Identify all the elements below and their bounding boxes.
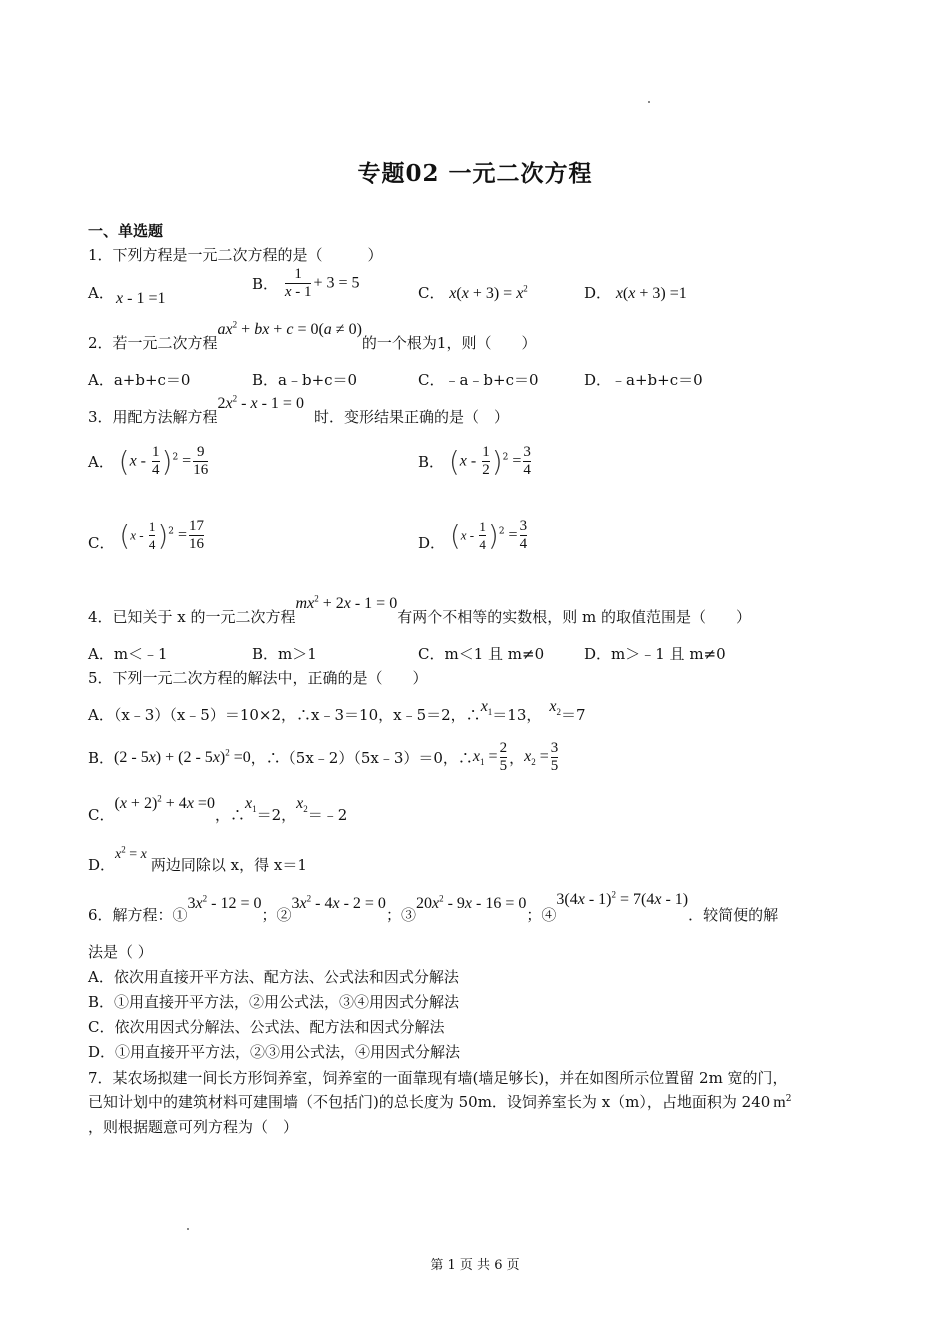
q3-equation: $2x^2 - x - 1 = 0$ (217, 393, 304, 412)
q3-option-a: A． (x - $\frac{1}{4}$ )$^2$ = $\frac{9}{16}$ (88, 444, 209, 478)
q2-stem (88, 318, 537, 352)
q1-stem: 1．下列方程是一元二次方程的是（ ） (88, 246, 383, 264)
q1-a-math: x - 1 =1 (116, 290, 166, 307)
q1-option-b: B． $\frac{1}{x - 1}$ + 3 = 5 (252, 266, 360, 300)
q6-stem-cont: 法是（ ） (88, 943, 153, 961)
q5-c-root1: ＝2， (256, 806, 297, 824)
q5-d-text: 两边同除以 x，得 x＝1 (150, 856, 307, 874)
q7-line3: ，则根据题意可列方程为（ ） (88, 1118, 299, 1136)
q2-option-c: C．﹣a﹣b+c＝0 (418, 371, 539, 389)
q5-option-b: B．(2 - 5x) + (2 - 5x)$^2$ =0，∴（5x﹣2）（5x﹣3）＝0，$\therefore x_1$ = $\frac{2}{5}$ ，$x_2$ = $\frac{3}{5}$ (88, 740, 559, 774)
q1-option-c: C． $x(x + 3) = x^2$ (418, 283, 528, 302)
q3-stem-a: 3．用配方法解方程 (88, 408, 218, 426)
q7-line1: 7．某农场拟建一间长方形饲养室，饲养室的一面靠现有墙(墙足够长)，并在如图所示位置留 2m 宽的门， (88, 1069, 788, 1087)
q5-a-text: A．（x﹣3）（x﹣5）＝10×2，∴x﹣3＝10，x﹣5＝2，∴ (88, 706, 481, 724)
q1-b-frac: $\frac{1}{x - 1}$ (284, 266, 312, 300)
q1-a-label: A． (88, 284, 114, 302)
q2-equation: $ax^2$ + bx + c = 0(a ≠ 0) (217, 319, 362, 338)
q5-d-equation: $x^2 = x$ (115, 844, 147, 862)
q2-option-b: B．a﹣b+c＝0 (252, 371, 358, 389)
section-heading: 一、单选题 (88, 222, 164, 240)
q1-c-label: C． (418, 284, 445, 302)
q5-a-root1: ＝13， (492, 706, 542, 724)
q2-stem-b: 的一个根为1，则（ ） (361, 334, 537, 352)
q5-c-equation: $(x + 2)^2 + 4x =0$ (114, 793, 215, 812)
q5-c-label: C． (88, 806, 115, 824)
q3-stem (88, 392, 509, 426)
q6-stem-a: 6．解方程：① (88, 906, 188, 924)
q6-option-a: A．依次用直接开平方法、配方法、公式法和因式分解法 (88, 968, 459, 986)
q5-b-text: ，∴（5x﹣2）（5x﹣3）＝0，∴ (250, 749, 473, 767)
scan-dot (187, 1228, 189, 1230)
q1-option-a (88, 282, 114, 303)
q5-b-label: B． (88, 749, 115, 767)
q6-sep4: ；④ (526, 906, 557, 924)
q3-c-label: C． (88, 534, 115, 552)
q1-option-d: D． x(x + 3) =1 (584, 284, 687, 302)
q4-stem (88, 592, 751, 626)
q7-line2: 已知计划中的建筑材料可建围墙（不包括门)的总长度为 50m．设饲养室长为 x（m），占地面积为 240 $m^2$ (88, 1093, 792, 1111)
q6-option-b: B．①用直接开平方法，②用公式法，③④用因式分解法 (88, 993, 460, 1011)
q7-unit: m (773, 1094, 786, 1111)
q4-stem-b: 有两个不相等的实数根，则 m 的取值范围是（ ） (397, 608, 751, 626)
q3-a-label: A． (88, 453, 114, 471)
q5-option-d (88, 842, 307, 874)
q5-stem: 5．下列一元二次方程的解法中，正确的是（ ） (88, 669, 428, 687)
q1-d-label: D． (584, 284, 612, 302)
page-title: 专题02 一元二次方程 (357, 160, 593, 187)
q5-d-label: D． (88, 856, 116, 874)
q4-option-a: A．m＜﹣1 (88, 645, 168, 663)
q3-stem-b: 时．变形结果正确的是（ ） (313, 408, 509, 426)
q7-line2-text: 已知计划中的建筑材料可建围墙（不包括门)的总长度为 50m．设饲养室长为 x（m），占地面积为 240 (88, 1093, 771, 1111)
q3-option-d: D． (x - $\frac{1}{4}$ )$^2$ = $\frac{3}{4}$ (418, 518, 528, 552)
q2-option-a: A．a+b+c＝0 (88, 371, 191, 389)
q4-equation: $mx^2 + 2x - 1 = 0$ (295, 593, 398, 612)
q1-b-label: B． (252, 275, 279, 293)
q4-option-b: B．m＞1 (252, 645, 317, 663)
q4-option-c: C．m＜1 且 m≠0 (418, 645, 545, 663)
q2-option-d: D．﹣a+b+c＝0 (584, 371, 703, 389)
q5-c-root2: ＝﹣2 (307, 806, 348, 824)
q5-a-root2: ＝7 (561, 706, 586, 724)
q3-b-label: B． (418, 453, 445, 471)
q6-option-d: D．①用直接开平方法，②③用公式法，④用因式分解法 (88, 1043, 461, 1061)
page-footer: 第 1 页 共 6 页 (430, 1258, 520, 1273)
q5-option-c: C．$(x + 2)^2 + 4x =0$，$\therefore x_1=2$，$x_2=﹣2$ (88, 793, 348, 824)
q6-sep3: ；③ (385, 906, 416, 924)
q4-stem-a: 4．已知关于 x 的一元二次方程 (88, 608, 296, 626)
q3-d-label: D． (418, 534, 446, 552)
q3-option-b: B． (x - $\frac{1}{2}$ )$^2$ = $\frac{3}{4}$ (418, 444, 531, 478)
q2-stem-a: 2．若一元二次方程 (88, 334, 218, 352)
q3-option-c: C． (x - $\frac{1}{4}$ )$^2$ = $\frac{17}{16}$ (88, 518, 205, 552)
q4-option-d: D．m＞﹣1 且 m≠0 (584, 645, 726, 663)
q6-sep2: ；② (261, 906, 292, 924)
q6-stem: 6．解方程：$①3x^2 - 12 = 0$；$②3x^2 - 4x - 2 = 0$；$③20x^2 - 9x - 16 = 0$；④3(4x - 1)$^2$ = 7(4x - 1)．较简便的解 (88, 889, 779, 924)
scan-dot (648, 101, 650, 103)
q5-option-a: A．（x﹣3）（x﹣5）＝10×2，∴x﹣3＝10，x﹣5＝2，$\therefore x_1=13$， $x_2=7$ (88, 698, 586, 724)
q6-option-c: C．依次用因式分解法、公式法、配方法和因式分解法 (88, 1018, 445, 1036)
q5-c-text: ，∴ (214, 806, 245, 824)
q6-stem-b: ．较简便的解 (688, 906, 779, 924)
